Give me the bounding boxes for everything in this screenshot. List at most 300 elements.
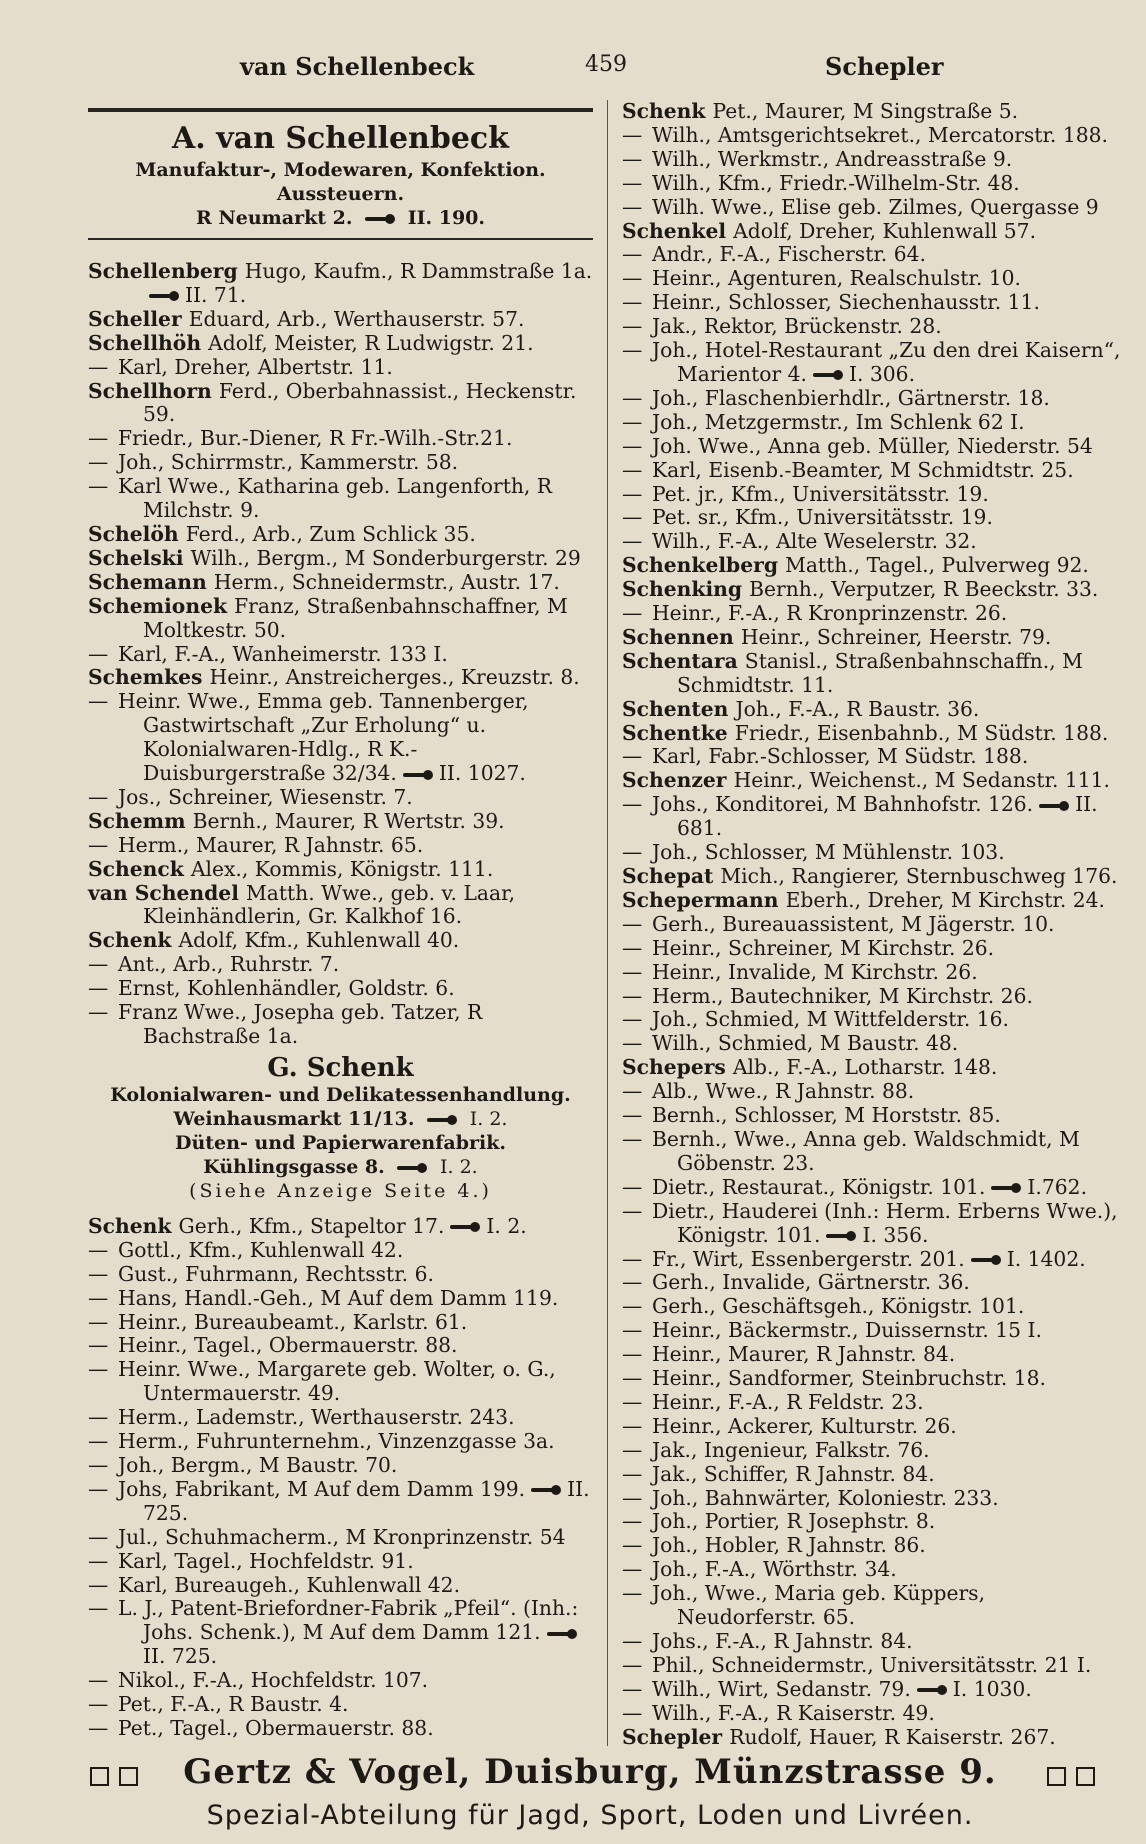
- entry-telephone: II. 725.: [143, 1476, 590, 1525]
- repeat-dash: —: [622, 1389, 643, 1414]
- directory-entry: [88, 882, 593, 930]
- entry-details: Heinr., Schreiner, M Kirchstr. 26.: [652, 935, 995, 960]
- directory-entry: [88, 547, 593, 571]
- ad-line: Kolonialwaren- und Delikatessenhandlung.: [110, 1083, 571, 1106]
- directory-entry: [88, 1001, 593, 1049]
- directory-entry: [622, 1558, 1124, 1582]
- repeat-dash: —: [622, 1533, 643, 1558]
- directory-entry: [622, 1510, 1124, 1534]
- directory-entry: [622, 1415, 1124, 1439]
- entry-details: Gust., Fuhrmann, Rechtsstr. 6.: [118, 1261, 434, 1286]
- entry-details: Karl Wwe., Katharina geb. Langenforth, R Milchstr. 9.: [118, 474, 553, 523]
- repeat-dash: —: [622, 194, 643, 219]
- repeat-dash: —: [88, 1572, 109, 1597]
- repeat-dash: —: [622, 1318, 643, 1343]
- entry-details: Adolf, Meister, R Ludwigstr. 21.: [208, 330, 534, 355]
- entry-details: Karl, Eisenb.-Beamter, M Schmidtstr. 25.: [652, 457, 1074, 482]
- entry-details: Heinr. Wwe., Emma geb. Tannenberger, Gastwirtschaft „Zur Erholung“ u. Kolonialwaren-Hdlg., R K.-Duisburgerstraße 32/34.: [118, 689, 529, 786]
- ad-reference: (Siehe Anzeige Seite 4.): [189, 1179, 492, 1202]
- repeat-dash: —: [622, 1126, 643, 1151]
- entry-details: Ernst, Kohlenhändler, Goldstr. 6.: [118, 976, 455, 1001]
- entry-surname: van Schendel: [88, 880, 246, 905]
- repeat-dash: —: [622, 601, 643, 626]
- entry-details: Gerh., Kfm., Stapeltor 17.: [178, 1213, 445, 1238]
- directory-entry: [622, 1678, 1124, 1702]
- entry-details: Joh., F.-A., R Baustr. 36.: [735, 696, 980, 721]
- directory-entry: [622, 1271, 1124, 1295]
- directory-entry: [622, 1128, 1124, 1176]
- directory-entry: [622, 698, 1124, 722]
- ad-line: Aussteuern.: [276, 183, 405, 205]
- entry-details: Wilh., Bergm., M Sonderburgerstr. 29: [190, 545, 581, 570]
- repeat-dash: —: [88, 689, 109, 714]
- repeat-dash: —: [88, 426, 109, 451]
- entry-details: Wilh., Wirt, Sedanstr. 79.: [652, 1676, 911, 1701]
- page-header: [90, 52, 1120, 92]
- entry-details: Andr., F.-A., Fischerstr. 64.: [652, 242, 926, 267]
- directory-entry: [88, 571, 593, 595]
- entry-details: Joh., Bergm., M Baustr. 70.: [118, 1452, 398, 1477]
- entry-surname: Schemm: [88, 808, 193, 833]
- repeat-dash: —: [88, 1668, 109, 1693]
- entry-surname: Scheller: [88, 306, 189, 331]
- entry-details: Herm., Schneidermstr., Austr. 17.: [213, 569, 560, 594]
- entry-details: Dietr., Restaurat., Königstr. 101.: [652, 1174, 986, 1199]
- telephone-icon: [427, 1115, 457, 1125]
- entry-surname: Schellhorn: [88, 378, 219, 403]
- directory-entry: [88, 1215, 593, 1239]
- entry-details: Joh. Wwe., Anna geb. Müller, Niederstr. 54: [652, 433, 1093, 458]
- entry-surname: Schemionek: [88, 593, 235, 618]
- repeat-dash: —: [88, 354, 109, 379]
- directory-entry: [88, 1334, 593, 1358]
- directory-entry: [622, 411, 1124, 435]
- directory-entry: [622, 1008, 1124, 1032]
- directory-entry: [622, 937, 1124, 961]
- directory-entry: [88, 380, 593, 428]
- directory-entry: [88, 451, 593, 475]
- entry-list-left-b: [88, 1215, 593, 1741]
- entry-details: Eduard, Arb., Werthauserstr. 57.: [188, 306, 525, 331]
- entry-details: Wilh., F.-A., Alte Weselerstr. 32.: [652, 529, 977, 554]
- directory-entry: [622, 578, 1124, 602]
- entry-list-left-a: [88, 260, 593, 1049]
- ad-line: Manufaktur-, Modewaren, Konfektion.: [135, 159, 546, 181]
- entry-details: Herm., Bautechniker, M Kirchstr. 26.: [652, 983, 1033, 1008]
- repeat-dash: —: [622, 505, 643, 530]
- entry-details: Bernh., Schlosser, M Horststr. 85.: [652, 1103, 1001, 1128]
- directory-entry: [622, 745, 1124, 769]
- entry-telephone: II. 1027.: [438, 761, 526, 786]
- directory-entry: [88, 475, 593, 523]
- entry-telephone: I. 356.: [862, 1222, 929, 1247]
- repeat-dash: —: [622, 1031, 643, 1056]
- directory-entry: [622, 554, 1124, 578]
- entry-surname: Schentara: [622, 648, 745, 673]
- repeat-dash: —: [88, 1548, 109, 1573]
- directory-entry: [88, 427, 593, 451]
- entry-details: Bernh., Maurer, R Wertstr. 39.: [192, 808, 505, 833]
- repeat-dash: —: [622, 385, 643, 410]
- directory-entry: [622, 769, 1124, 793]
- entry-details: Jak., Schiffer, R Jahnstr. 84.: [652, 1461, 935, 1486]
- entry-details: Alex., Kommis, Königstr. 111.: [190, 856, 494, 881]
- directory-entry: [622, 291, 1124, 315]
- telephone-icon: [365, 214, 395, 224]
- directory-entry: [88, 858, 593, 882]
- repeat-dash: —: [88, 952, 109, 977]
- repeat-dash: —: [88, 1357, 109, 1382]
- entry-details: Alb., Wwe., R Jahnstr. 88.: [652, 1079, 915, 1104]
- directory-entry: [88, 810, 593, 834]
- repeat-dash: —: [622, 314, 643, 339]
- entry-details: Bernh., Verputzer, R Beeckstr. 33.: [749, 577, 1099, 602]
- entry-details: Wilh., Werkmstr., Andreasstraße 9.: [652, 146, 1013, 171]
- entry-surname: Schepler: [622, 1724, 730, 1749]
- repeat-dash: —: [622, 1629, 643, 1653]
- directory-entry: [622, 1726, 1124, 1750]
- entry-details: Jak., Ingenieur, Falkstr. 76.: [652, 1437, 930, 1462]
- entry-details: Matth., Tagel., Pulverweg 92.: [785, 553, 1089, 578]
- ad-address: Weinhausmarkt 11/13.: [173, 1107, 415, 1130]
- telephone-icon: [403, 770, 433, 780]
- entry-details: Nikol., F.-A., Hochfeldstr. 107.: [118, 1668, 429, 1693]
- entry-surname: Schenking: [622, 577, 750, 602]
- ad-line: Düten- und Papierwarenfabrik.: [174, 1131, 507, 1154]
- telephone-icon: [450, 1222, 480, 1232]
- entry-surname: Schenk: [88, 1213, 179, 1238]
- entry-surname: Schenten: [622, 696, 736, 721]
- directory-entry: [88, 1263, 593, 1287]
- entry-details: Joh., Wwe., Maria geb. Küppers, Neudorferstr. 65.: [652, 1581, 986, 1630]
- directory-entry: [88, 1597, 593, 1669]
- directory-entry: [88, 977, 593, 1001]
- directory-entry: [622, 1200, 1124, 1248]
- entry-telephone: I. 1402.: [1006, 1246, 1086, 1271]
- entry-details: Fr., Wirt, Essenbergerstr. 201.: [652, 1246, 965, 1271]
- ad-address: Kühlingsgasse 8.: [203, 1155, 385, 1178]
- entry-details: Dietr., Hauderei (Inh.: Herm. Erberns Wwe.), Königstr. 101.: [652, 1198, 1118, 1247]
- directory-entry: [622, 889, 1124, 913]
- entry-details: Heinr., Sandformer, Steinbruchstr. 18.: [652, 1366, 1047, 1391]
- entry-details: Karl, F.-A., Wanheimerstr. 133 I.: [118, 641, 448, 666]
- repeat-dash: —: [88, 1333, 109, 1358]
- repeat-dash: —: [88, 832, 109, 857]
- directory-entry: [88, 1478, 593, 1526]
- entry-surname: Schellenberg: [88, 259, 245, 283]
- entry-details: Joh., Flaschenbierhdlr., Gärtnerstr. 18.: [652, 385, 1050, 410]
- ad-line: [88, 1155, 593, 1179]
- entry-details: Karl, Tagel., Hochfeldstr. 91.: [118, 1548, 414, 1573]
- entry-details: Adolf, Dreher, Kuhlenwall 57.: [733, 218, 1037, 243]
- telephone-icon: [149, 291, 179, 301]
- directory-entry: [622, 1391, 1124, 1415]
- entry-surname: Schenkelberg: [622, 553, 786, 578]
- entry-details: Gottl., Kfm., Kuhlenwall 42.: [118, 1237, 404, 1262]
- directory-entry: [622, 387, 1124, 411]
- telephone-icon: [547, 1629, 577, 1639]
- telephone-icon: [991, 1183, 1021, 1193]
- repeat-dash: —: [622, 1437, 643, 1462]
- entry-details: Heinr., F.-A., R Feldstr. 23.: [652, 1389, 924, 1414]
- telephone-icon: [813, 370, 843, 380]
- repeat-dash: —: [88, 1261, 109, 1286]
- ad-bottom-rule: [88, 238, 593, 240]
- page-number: 459: [585, 52, 627, 77]
- ad-line: [88, 1107, 593, 1131]
- directory-entry: [622, 243, 1124, 267]
- directory-entry: [622, 1319, 1124, 1343]
- repeat-dash: —: [88, 1429, 109, 1454]
- entry-details: Phil., Schneidermstr., Universitätsstr. 21 I.: [652, 1652, 1092, 1677]
- directory-entry: [622, 1176, 1124, 1200]
- entry-details: Pet., Maurer, M Singstraße 5.: [712, 99, 1019, 123]
- directory-entry: [622, 1654, 1124, 1678]
- repeat-dash: —: [88, 1596, 109, 1621]
- repeat-dash: —: [622, 1342, 643, 1367]
- directory-entry: [622, 602, 1124, 626]
- directory-entry: [622, 1630, 1124, 1654]
- entry-details: Karl, Bureaugeh., Kuhlenwall 42.: [118, 1572, 461, 1597]
- entry-details: Ferd., Oberbahnassist., Heckenstr. 59.: [143, 378, 577, 427]
- entry-details: Heinr., Bureaubeamt., Karlstr. 61.: [118, 1309, 468, 1334]
- repeat-dash: —: [622, 1485, 643, 1510]
- repeat-dash: —: [622, 242, 643, 267]
- directory-entry: [622, 220, 1124, 244]
- entry-details: Adolf, Kfm., Kuhlenwall 40.: [178, 928, 460, 953]
- entry-details: Hans, Handl.-Geh., M Auf dem Damm 119.: [118, 1285, 559, 1310]
- ad-business-name: A. van Schellenbeck: [172, 121, 509, 156]
- repeat-dash: —: [88, 1285, 109, 1310]
- entry-surname: Schennen: [622, 624, 741, 649]
- entry-details: Jos., Schreiner, Wiesenstr. 7.: [118, 784, 413, 809]
- directory-entry: [622, 530, 1124, 554]
- directory-entry: [622, 793, 1124, 841]
- repeat-dash: —: [88, 1405, 109, 1430]
- directory-entry: [88, 1574, 593, 1598]
- entry-telephone: II. 71.: [185, 282, 247, 307]
- entry-details: Johs, Fabrikant, M Auf dem Damm 199.: [118, 1476, 526, 1501]
- directory-entry: [88, 666, 593, 690]
- directory-entry: [88, 929, 593, 953]
- entry-details: Joh., Hotel-Restaurant „Zu den drei Kaisern“, Marientor 4.: [652, 338, 1121, 386]
- entry-details: Franz Wwe., Josepha geb. Tatzer, R Bachstraße 1a.: [118, 1000, 483, 1048]
- directory-entry: [622, 100, 1124, 124]
- repeat-dash: —: [88, 1452, 109, 1477]
- entry-details: Heinr., F.-A., R Kronprinzenstr. 26.: [652, 601, 1008, 626]
- entry-details: Joh., Schlosser, M Mühlenstr. 103.: [652, 840, 1005, 865]
- ad-address-line: [88, 206, 593, 230]
- entry-details: Heinr., Ackerer, Kulturstr. 26.: [652, 1413, 957, 1438]
- repeat-dash: —: [622, 1174, 643, 1199]
- entry-list-right: [622, 100, 1124, 1750]
- entry-details: Joh., Bahnwärter, Koloniestr. 233.: [652, 1485, 999, 1510]
- telephone-icon: [531, 1485, 561, 1495]
- directory-entry: [88, 1526, 593, 1550]
- entry-details: Hugo, Kaufm., R Dammstraße 1a.: [244, 259, 593, 283]
- repeat-dash: —: [622, 744, 643, 769]
- advertisement-schellenbeck: [88, 120, 593, 230]
- directory-entry: [622, 1248, 1124, 1272]
- entry-surname: Schenzer: [622, 768, 734, 793]
- entry-details: Pet. sr., Kfm., Universitätsstr. 19.: [652, 505, 993, 530]
- entry-details: Joh., Metzgermstr., Im Schlenk 62 I.: [652, 409, 1025, 434]
- entry-details: Joh., Schirrmstr., Kammerstr. 58.: [118, 450, 459, 475]
- repeat-dash: —: [622, 840, 643, 865]
- entry-surname: Schepers: [622, 1055, 733, 1080]
- entry-surname: Schenkel: [622, 218, 734, 243]
- directory-entry: [88, 1358, 593, 1406]
- entry-details: Ant., Arb., Ruhrstr. 7.: [118, 952, 340, 977]
- directory-entry: [622, 841, 1124, 865]
- entry-details: Alb., F.-A., Lotharstr. 148.: [732, 1055, 998, 1080]
- entry-telephone: II. 681.: [677, 792, 1098, 841]
- repeat-dash: —: [88, 1692, 109, 1717]
- entry-details: Rudolf, Hauer, R Kaiserstr. 267.: [729, 1724, 1056, 1749]
- entry-telephone: I. 2.: [486, 1213, 527, 1238]
- entry-details: Wilh., Amtsgerichtsekret., Mercatorstr. 188.: [652, 122, 1108, 147]
- directory-entry: [88, 1406, 593, 1430]
- directory-entry: [622, 483, 1124, 507]
- footer-advertisement: [70, 1752, 1110, 1842]
- ad-telephone: I. 2.: [440, 1155, 478, 1178]
- directory-entry: [622, 722, 1124, 746]
- directory-entry: [622, 1702, 1124, 1726]
- directory-entry: [622, 1439, 1124, 1463]
- directory-entry: [88, 834, 593, 858]
- repeat-dash: —: [622, 1079, 643, 1104]
- entry-surname: Schentke: [622, 720, 735, 745]
- directory-entry: [622, 1056, 1124, 1080]
- directory-entry: [88, 356, 593, 380]
- entry-details: Pet., F.-A., R Baustr. 4.: [118, 1692, 349, 1717]
- ad-business-name: G. Schenk: [267, 1052, 414, 1083]
- entry-details: Joh., Schmied, M Wittfelderstr. 16.: [652, 1007, 1009, 1032]
- entry-details: Bernh., Wwe., Anna geb. Waldschmidt, M Göbenstr. 23.: [652, 1126, 1080, 1175]
- entry-telephone: I. 1030.: [952, 1676, 1032, 1701]
- directory-entry: [622, 1343, 1124, 1367]
- repeat-dash: —: [622, 1246, 643, 1271]
- repeat-dash: —: [622, 1366, 643, 1391]
- entry-surname: Schepermann: [622, 887, 786, 912]
- ad-address: R Neumarkt 2.: [195, 207, 353, 229]
- directory-entry: [88, 953, 593, 977]
- repeat-dash: —: [88, 1476, 109, 1501]
- entry-surname: Schemkes: [88, 665, 210, 690]
- square-icon: [1076, 1767, 1095, 1786]
- entry-surname: Schenk: [622, 99, 713, 123]
- repeat-dash: —: [622, 1700, 643, 1725]
- entry-surname: Schellhöh: [88, 330, 209, 355]
- entry-details: Herm., Lademstr., Werthauserstr. 243.: [118, 1405, 515, 1430]
- right-column: [622, 100, 1124, 1750]
- entry-telephone: II. 725.: [143, 1644, 218, 1669]
- repeat-dash: —: [622, 529, 643, 554]
- entry-details: Wilh., Kfm., Friedr.-Wilhelm-Str. 48.: [652, 170, 1020, 195]
- directory-entry: [88, 1430, 593, 1454]
- repeat-dash: —: [88, 976, 109, 1001]
- directory-entry: [88, 1239, 593, 1263]
- directory-entry: [88, 690, 593, 786]
- entry-details: Heinr., Tagel., Obermauerstr. 88.: [118, 1333, 458, 1358]
- directory-entry: [622, 148, 1124, 172]
- directory-entry: [88, 643, 593, 667]
- entry-surname: Schelöh: [88, 521, 186, 546]
- directory-entry: [622, 459, 1124, 483]
- entry-details: Heinr., Weichenst., M Sedanstr. 111.: [733, 768, 1110, 793]
- header-right-name: Schepler: [825, 52, 944, 81]
- entry-details: Franz, Straßenbahnschaffner, M Moltkestr. 50.: [143, 593, 568, 642]
- entry-details: Joh., Hobler, R Jahnstr. 86.: [652, 1533, 926, 1558]
- entry-details: Pet. jr., Kfm., Universitätsstr. 19.: [652, 481, 989, 506]
- directory-entry: [88, 1287, 593, 1311]
- entry-details: Gerh., Invalide, Gärtnerstr. 36.: [652, 1270, 970, 1295]
- entry-details: Wilh. Wwe., Elise geb. Zilmes, Quergasse 9: [652, 194, 1099, 219]
- directory-entry: [88, 1717, 593, 1741]
- entry-details: Johs., Konditorei, M Bahnhofstr. 126.: [652, 792, 1034, 817]
- telephone-icon: [971, 1255, 1001, 1265]
- column-divider: [607, 100, 608, 1746]
- directory-entry: [622, 985, 1124, 1009]
- directory-entry: [88, 595, 593, 643]
- entry-details: Heinr., Agenturen, Realschulstr. 10.: [652, 266, 1022, 291]
- entry-details: Mich., Rangierer, Sternbuschweg 176.: [720, 864, 1118, 888]
- entry-details: Jak., Rektor, Brückenstr. 28.: [652, 314, 942, 339]
- entry-details: Friedr., Eisenbahnb., M Südstr. 188.: [734, 720, 1109, 745]
- entry-details: Heinr., Maurer, R Jahnstr. 84.: [652, 1342, 956, 1367]
- repeat-dash: —: [622, 935, 643, 960]
- entry-details: Ferd., Arb., Zum Schlick 35.: [185, 521, 476, 546]
- repeat-dash: —: [622, 983, 643, 1008]
- directory-entry: [88, 1669, 593, 1693]
- directory-entry: [622, 961, 1124, 985]
- entry-details: Heinr., Bäckermstr., Duissernstr. 15 I.: [652, 1318, 1042, 1343]
- directory-entry: [622, 339, 1124, 387]
- repeat-dash: —: [88, 1524, 109, 1549]
- repeat-dash: —: [88, 1715, 109, 1740]
- advertisement-schenk: [88, 1053, 593, 1203]
- directory-entry: [88, 1550, 593, 1574]
- repeat-dash: —: [88, 1309, 109, 1334]
- entry-details: Heinr., Anstreicherges., Kreuzstr. 8.: [209, 665, 580, 690]
- entry-details: Johs., F.-A., R Jahnstr. 84.: [652, 1629, 913, 1653]
- repeat-dash: —: [622, 170, 643, 195]
- repeat-dash: —: [88, 474, 109, 499]
- repeat-dash: —: [622, 1557, 643, 1582]
- entry-details: Wilh., F.-A., R Kaiserstr. 49.: [652, 1700, 935, 1725]
- directory-entry: [622, 865, 1124, 889]
- entry-telephone: I. 306.: [848, 361, 916, 386]
- telephone-icon: [397, 1163, 427, 1173]
- repeat-dash: —: [622, 1270, 643, 1295]
- entry-details: Heinr., Schreiner, Heerstr. 79.: [740, 624, 1052, 649]
- entry-details: Heinr., Schlosser, Siechenhausstr. 11.: [652, 290, 1040, 315]
- entry-details: Friedr., Bur.-Diener, R Fr.-Wilh.-Str.21.: [118, 426, 513, 451]
- directory-entry: [622, 435, 1124, 459]
- repeat-dash: —: [622, 1198, 643, 1223]
- entry-surname: Schelski: [88, 545, 191, 570]
- ad-telephone: II. 190.: [407, 207, 486, 229]
- repeat-dash: —: [622, 959, 643, 984]
- entry-telephone: I.762.: [1027, 1174, 1088, 1199]
- entry-details: Karl, Fabr.-Schlosser, M Südstr. 188.: [652, 744, 1029, 769]
- entry-surname: Schemann: [88, 569, 214, 594]
- entry-details: Joh., Portier, R Josephstr. 8.: [652, 1509, 936, 1534]
- directory-entry: [622, 124, 1124, 148]
- repeat-dash: —: [622, 433, 643, 458]
- entry-details: Herm., Fuhrunternehm., Vinzenzgasse 3a.: [118, 1429, 555, 1454]
- repeat-dash: —: [622, 409, 643, 434]
